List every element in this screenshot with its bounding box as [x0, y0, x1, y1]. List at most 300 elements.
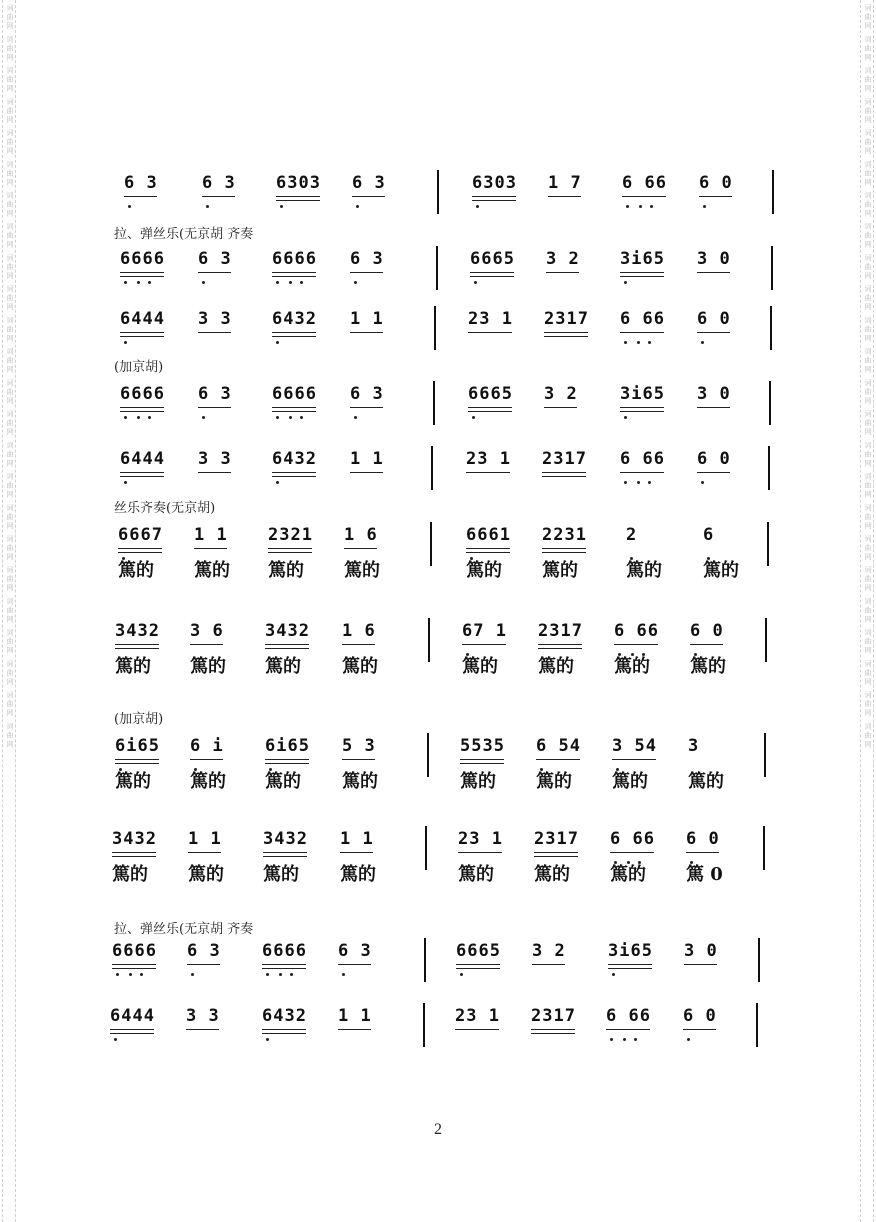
rhythm-line [120, 411, 164, 412]
rhythm-line [472, 200, 516, 201]
lyric-syllable: 篤的 [265, 771, 301, 792]
rhythm-line [120, 276, 164, 277]
octave-dot [460, 973, 463, 976]
lyric-syllable: 篤的 [536, 771, 572, 792]
rhythm-line [606, 1029, 650, 1030]
rhythm-line [548, 196, 581, 197]
bar-line [423, 1003, 425, 1047]
rhythm-line [272, 332, 316, 333]
lyric-syllable: 篤的 [688, 771, 724, 792]
note-group: 6 3 [350, 384, 384, 404]
lyric-syllable: 篤的 [538, 656, 574, 677]
rhythm-line [263, 852, 307, 853]
octave-dot [701, 481, 704, 484]
lyric-syllable: 篤的 [190, 656, 226, 677]
bar-line [424, 938, 426, 982]
octave-dot [148, 416, 151, 419]
note-group: 3 6 [190, 621, 224, 641]
note-group: 6667 [118, 525, 163, 545]
bar-line [756, 1003, 758, 1047]
rhythm-line [265, 763, 309, 764]
rhythm-line [472, 196, 516, 197]
rhythm-line [614, 644, 658, 645]
note-group: 1 7 [548, 173, 582, 193]
octave-dot [648, 481, 651, 484]
rhythm-line [466, 552, 510, 553]
rhythm-line [198, 332, 231, 333]
rhythm-line [456, 968, 500, 969]
octave-dot [129, 973, 132, 976]
rhythm-line [352, 196, 385, 197]
rhythm-line [262, 964, 306, 965]
rhythm-line [608, 968, 652, 969]
rhythm-line [272, 272, 316, 273]
octave-dot [202, 281, 205, 284]
rhythm-line [620, 332, 664, 333]
rhythm-line [112, 856, 156, 857]
octave-dot [280, 205, 283, 208]
lyric-syllable: 篤的 [612, 771, 648, 792]
octave-dot [356, 205, 359, 208]
lyric-syllable: 篤的 [542, 560, 578, 581]
note-group: 23 1 [468, 309, 513, 329]
octave-dot [137, 416, 140, 419]
rhythm-line [272, 407, 316, 408]
rhythm-line [350, 272, 383, 273]
rhythm-line [538, 648, 582, 649]
note-group: 6 3 [338, 941, 372, 961]
note-group: 6661 [466, 525, 511, 545]
rhythm-line [272, 476, 316, 477]
rhythm-line [272, 276, 316, 277]
note-group: 6666 [112, 941, 157, 961]
rhythm-line [120, 476, 164, 477]
rhythm-line [699, 196, 732, 197]
bar-line [765, 618, 767, 662]
rhythm-line [531, 1029, 575, 1030]
octave-dot [624, 416, 627, 419]
note-group: 2317 [544, 309, 589, 329]
note-group: 1 1 [338, 1006, 372, 1026]
note-group: 6 54 [536, 736, 581, 756]
rhythm-line [115, 763, 159, 764]
note-group: 6665 [456, 941, 501, 961]
note-group: 6303 [472, 173, 517, 193]
rhythm-line [272, 411, 316, 412]
octave-dot [474, 281, 477, 284]
octave-dot [266, 973, 269, 976]
rhythm-line [342, 644, 375, 645]
rhythm-line [265, 648, 309, 649]
note-group: 6 66 [622, 173, 667, 193]
note-group: 6444 [120, 449, 165, 469]
note-group: 6 0 [699, 173, 733, 193]
note-group: 6 0 [697, 309, 731, 329]
octave-dot [354, 281, 357, 284]
note-group: 3i65 [620, 384, 665, 404]
note-group: 5535 [460, 736, 505, 756]
rhythm-line [608, 964, 652, 965]
note-group: 3 54 [612, 736, 657, 756]
note-group: 6 3 [187, 941, 221, 961]
octave-dot [124, 416, 127, 419]
rhythm-line [544, 336, 588, 337]
bar-line [770, 306, 772, 350]
rhythm-line [120, 332, 164, 333]
note-group: 6 0 [690, 621, 724, 641]
rhythm-line [466, 548, 510, 549]
lyric-syllable: 篤的 [112, 864, 148, 885]
note-group: 67 1 [462, 621, 507, 641]
note-group: 6 66 [614, 621, 659, 641]
octave-dot [289, 281, 292, 284]
lyric-syllable: 篤的 [340, 864, 376, 885]
note-group: 1 1 [340, 829, 374, 849]
lyric-syllable: 篤的 [690, 656, 726, 677]
rhythm-line [686, 852, 719, 853]
rhythm-line [683, 1029, 716, 1030]
rhythm-line [202, 196, 235, 197]
octave-dot [279, 973, 282, 976]
lyric-syllable: 篤的 [265, 656, 301, 677]
rhythm-line [697, 332, 730, 333]
note-group: 1 6 [344, 525, 378, 545]
lyric-syllable: 篤的 [342, 656, 378, 677]
octave-dot [626, 205, 629, 208]
octave-dot [128, 205, 131, 208]
bar-line [436, 246, 438, 290]
rhythm-line [538, 644, 582, 645]
note-group: 2231 [542, 525, 587, 545]
octave-dot [701, 341, 704, 344]
octave-dot [191, 973, 194, 976]
lyric-syllable: 篤的 [460, 771, 496, 792]
rhythm-line [272, 472, 316, 473]
rhythm-line [620, 472, 664, 473]
rhythm-line [542, 476, 586, 477]
note-group: 2321 [268, 525, 313, 545]
lyric-syllable: 篤的 [534, 864, 570, 885]
note-group: 6 3 [124, 173, 158, 193]
octave-dot [276, 481, 279, 484]
bar-line [758, 938, 760, 982]
rhythm-line [194, 548, 227, 549]
note-group: 6666 [262, 941, 307, 961]
rhythm-line [536, 759, 580, 760]
note-group: 6666 [272, 384, 317, 404]
rhythm-line [268, 552, 312, 553]
octave-dot [624, 481, 627, 484]
rhythm-line [546, 272, 579, 273]
note-group: 1 1 [188, 829, 222, 849]
note-group: 3432 [112, 829, 157, 849]
rhythm-line [198, 407, 231, 408]
bar-line [425, 826, 427, 870]
note-group: 6 66 [610, 829, 655, 849]
lyric-syllable: 篤的 [115, 771, 151, 792]
rhythm-line [350, 407, 383, 408]
octave-dot [610, 1038, 613, 1041]
rhythm-line [338, 1029, 371, 1030]
rhythm-line [468, 411, 512, 412]
rhythm-line [690, 644, 723, 645]
rhythm-line [112, 964, 156, 965]
rhythm-line [342, 759, 375, 760]
note-group: 3 2 [544, 384, 578, 404]
octave-dot [639, 205, 642, 208]
note-group: 6 66 [620, 449, 665, 469]
rhythm-line [610, 852, 654, 853]
bar-line [764, 733, 766, 777]
octave-dot [648, 341, 651, 344]
rhythm-line [350, 472, 383, 473]
rhythm-line [542, 552, 586, 553]
note-group: 3i65 [620, 249, 665, 269]
rhythm-line [697, 272, 730, 273]
rhythm-line [466, 472, 510, 473]
note-group: 1 1 [350, 449, 384, 469]
octave-dot [266, 1038, 269, 1041]
rhythm-line [120, 472, 164, 473]
rhythm-line [697, 407, 730, 408]
note-group: 6 [703, 525, 715, 545]
rhythm-line [262, 1033, 306, 1034]
note-group: 3432 [265, 621, 310, 641]
octave-dot [124, 481, 127, 484]
note-group: 1 1 [350, 309, 384, 329]
note-group: 23 1 [466, 449, 511, 469]
note-group: 3 2 [532, 941, 566, 961]
rhythm-line [468, 332, 512, 333]
note-group: 3 2 [546, 249, 580, 269]
bar-line [437, 170, 439, 214]
note-group: 3 0 [697, 249, 731, 269]
note-group: 6 0 [686, 829, 720, 849]
note-group: 3 3 [198, 309, 232, 329]
octave-dot [624, 341, 627, 344]
note-group: 2317 [538, 621, 583, 641]
rhythm-line [276, 200, 320, 201]
rhythm-line [110, 1033, 154, 1034]
lyric-syllable: 篤的 [115, 656, 151, 677]
lyric-syllable: 篤的 [703, 560, 739, 581]
rhythm-line [120, 272, 164, 273]
bar-line [427, 733, 429, 777]
rhythm-line [532, 964, 565, 965]
note-group: 6666 [272, 249, 317, 269]
rhythm-line [120, 407, 164, 408]
rhythm-line [338, 964, 371, 965]
octave-dot [276, 416, 279, 419]
octave-dot [637, 341, 640, 344]
rhythm-line [620, 272, 664, 273]
page-number: 2 [434, 1121, 442, 1138]
octave-dot [624, 281, 627, 284]
octave-dot [289, 416, 292, 419]
rhythm-line [262, 1029, 306, 1030]
octave-dot [687, 1038, 690, 1041]
note-group: 1 1 [194, 525, 228, 545]
rhythm-line [344, 548, 377, 549]
rhythm-line [534, 852, 578, 853]
rhythm-line [350, 332, 383, 333]
rhythm-line [110, 1029, 154, 1030]
note-group: 3i65 [608, 941, 653, 961]
octave-dot [140, 973, 143, 976]
rhythm-line [265, 759, 309, 760]
note-group: 5 3 [342, 736, 376, 756]
lyric-syllable: 篤的 [614, 656, 650, 677]
note-group: 6444 [120, 309, 165, 329]
octave-dot [202, 416, 205, 419]
rhythm-line [462, 644, 506, 645]
rhythm-line [531, 1033, 575, 1034]
rhythm-line [188, 852, 221, 853]
octave-dot [290, 973, 293, 976]
note-group: 6 3 [198, 249, 232, 269]
octave-dot [137, 281, 140, 284]
rhythm-line [118, 548, 162, 549]
bar-line [772, 170, 774, 214]
octave-dot [612, 973, 615, 976]
note-group: 6 3 [352, 173, 386, 193]
rhythm-line [456, 964, 500, 965]
note-group: 2 [626, 525, 638, 545]
rhythm-line [684, 964, 717, 965]
rhythm-line [124, 196, 157, 197]
section-label: 拉、弹丝乐(无京胡 齐奏 [114, 227, 254, 242]
note-group: 3 0 [697, 384, 731, 404]
lyric-syllable: 篤的 [466, 560, 502, 581]
bar-line [767, 522, 769, 566]
rhythm-line [460, 759, 504, 760]
rhythm-line [112, 852, 156, 853]
note-group: 3 0 [684, 941, 718, 961]
lyric-syllable: 篤的 [188, 864, 224, 885]
lyric-syllable: 篤的 [263, 864, 299, 885]
lyric-syllable: 篤的 [342, 771, 378, 792]
bar-line [434, 306, 436, 350]
octave-dot [116, 973, 119, 976]
bar-line [769, 381, 771, 425]
octave-dot [276, 281, 279, 284]
note-group: 6i65 [115, 736, 160, 756]
note-group: 3 3 [186, 1006, 220, 1026]
rhythm-line [263, 856, 307, 857]
rhythm-line [470, 272, 514, 273]
bar-line [428, 618, 430, 662]
rhythm-line [187, 964, 220, 965]
lyric-syllable: 篤的 [626, 560, 662, 581]
side-watermark-left: 词曲网 词曲网 词曲网 词曲网 词曲网 词曲网 词曲网 词曲网 词曲网 词曲网 词曲网 词曲网 词曲网 词曲网 词曲网 词曲网 词曲网 词曲网 词曲网 词曲网 词曲网 词曲网 词曲网 词曲网 [2, 0, 16, 1222]
octave-dot [703, 205, 706, 208]
rhythm-line [118, 552, 162, 553]
note-group: 6 0 [683, 1006, 717, 1026]
section-label: (加京胡) [114, 712, 164, 727]
rhythm-line [455, 1029, 499, 1030]
rhythm-line [470, 276, 514, 277]
note-group: 2317 [542, 449, 587, 469]
rhythm-line [276, 196, 320, 197]
bar-line [763, 826, 765, 870]
section-label: 丝乐齐奏(无京胡) [114, 501, 216, 516]
rhythm-line [198, 272, 231, 273]
note-group: 6303 [276, 173, 321, 193]
section-label: 拉、弹丝乐(无京胡 齐奏 [114, 922, 254, 937]
note-group: 1 6 [342, 621, 376, 641]
rhythm-line [262, 968, 306, 969]
note-group: 3 [688, 736, 700, 756]
side-watermark-right: 词曲网 词曲网 词曲网 词曲网 词曲网 词曲网 词曲网 词曲网 词曲网 词曲网 词曲网 词曲网 词曲网 词曲网 词曲网 词曲网 词曲网 词曲网 词曲网 词曲网 词曲网 词曲网 词曲网 词曲网 [860, 0, 874, 1222]
octave-dot [634, 1038, 637, 1041]
rhythm-line [620, 276, 664, 277]
octave-dot [623, 1038, 626, 1041]
rhythm-line [542, 472, 586, 473]
note-group: 23 1 [455, 1006, 500, 1026]
note-group: 6 0 [697, 449, 731, 469]
note-group: 6 3 [198, 384, 232, 404]
rhythm-line [265, 644, 309, 645]
note-group: 6 3 [202, 173, 236, 193]
octave-dot [114, 1038, 117, 1041]
section-label: (加京胡) [114, 360, 164, 375]
octave-dot [650, 205, 653, 208]
note-group: 6 66 [620, 309, 665, 329]
rhythm-line [544, 407, 577, 408]
lyric-syllable: 篤的 [118, 560, 154, 581]
rhythm-line [622, 196, 666, 197]
rhythm-line [468, 407, 512, 408]
note-group: 3432 [263, 829, 308, 849]
bar-line [433, 381, 435, 425]
rhythm-line [115, 644, 159, 645]
rhythm-line [115, 759, 159, 760]
octave-dot [476, 205, 479, 208]
octave-dot [276, 341, 279, 344]
lyric-syllable: 篤的 [194, 560, 230, 581]
rhythm-line [534, 856, 578, 857]
note-group: 23 1 [458, 829, 503, 849]
rhythm-line [112, 968, 156, 969]
rhythm-line [198, 472, 231, 473]
note-group: 6 66 [606, 1006, 651, 1026]
note-group: 6 3 [350, 249, 384, 269]
octave-dot [637, 481, 640, 484]
rhythm-line [272, 336, 316, 337]
octave-dot [342, 973, 345, 976]
rhythm-line [460, 763, 504, 764]
bar-line [431, 446, 433, 490]
note-group: 6666 [120, 384, 165, 404]
note-group: 6665 [468, 384, 513, 404]
rhythm-line [612, 759, 656, 760]
rhythm-line [697, 472, 730, 473]
lyric-syllable: 篤的 [458, 864, 494, 885]
note-group: 6665 [470, 249, 515, 269]
octave-dot [206, 205, 209, 208]
octave-dot [300, 281, 303, 284]
note-group: 3 3 [198, 449, 232, 469]
lyric-syllable: 篤的 [344, 560, 380, 581]
note-group: 6666 [120, 249, 165, 269]
octave-dot [300, 416, 303, 419]
rhythm-line [186, 1029, 219, 1030]
rhythm-line [268, 548, 312, 549]
note-group: 6 i [190, 736, 224, 756]
lyric-syllable: 篤的 [190, 771, 226, 792]
octave-dot [124, 281, 127, 284]
lyric-syllable: 篤的 [610, 864, 646, 885]
